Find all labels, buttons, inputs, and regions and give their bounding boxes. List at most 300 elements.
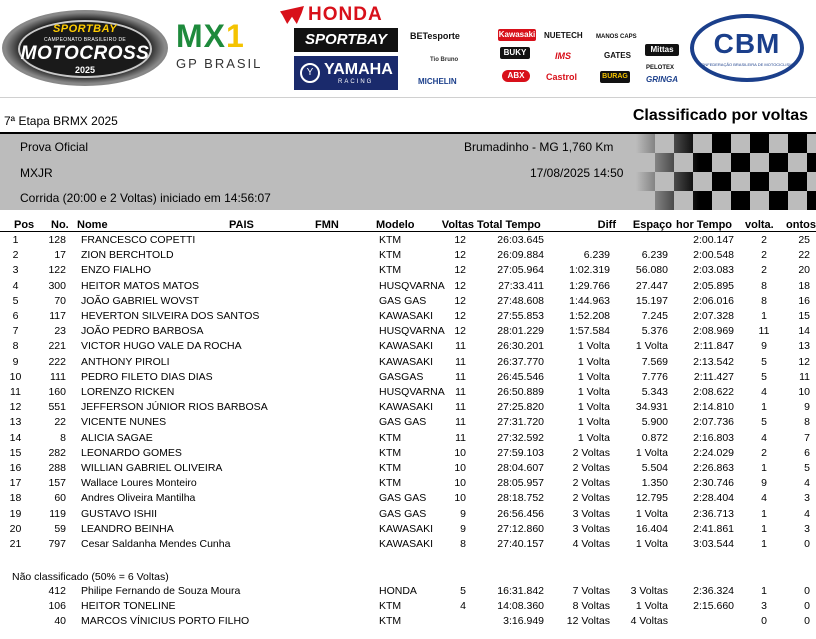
best-lap-cell: 1 xyxy=(761,310,767,322)
total-time-cell: 3:16.949 xyxy=(503,615,544,628)
best-time-cell: 3:03.544 xyxy=(693,538,734,550)
gap-cell: 7.245 xyxy=(641,310,668,322)
rider-name-cell: GUSTAVO ISHII xyxy=(81,507,158,520)
table-row xyxy=(0,279,816,294)
table-row xyxy=(0,324,816,339)
gap-cell: 15.197 xyxy=(635,294,668,307)
pos-cell: 6 xyxy=(12,310,19,322)
rider-name-cell: MARCOS VÍNICIUS PORTO FILHO xyxy=(81,615,250,628)
honda-logo-text: HONDA xyxy=(308,4,383,25)
laps-cell: 12 xyxy=(454,310,466,322)
table-row xyxy=(0,415,816,430)
gap-cell: 1 Volta xyxy=(635,340,668,353)
total-time-cell: 27:40.157 xyxy=(497,538,544,550)
table-row xyxy=(0,431,816,446)
best-lap-cell: 4 xyxy=(761,431,767,444)
cbm-logo xyxy=(690,14,804,82)
mx1-logo-sub: GP BRASIL xyxy=(176,56,263,71)
model-cell: HUSQVARNA xyxy=(379,325,445,338)
category-name: MXJR xyxy=(20,166,53,180)
model-cell: KTM xyxy=(379,446,402,459)
best-time-cell: 2:05.895 xyxy=(693,279,734,292)
best-lap-cell: 1 xyxy=(761,522,767,535)
best-time-cell: 2:14.810 xyxy=(693,401,734,414)
number-cell: 551 xyxy=(48,401,66,414)
number-cell: 797 xyxy=(48,538,66,550)
best-time-cell: 2:36.713 xyxy=(693,507,734,520)
total-time-cell: 26:50.889 xyxy=(497,386,544,398)
sponsor-logo: PELOTEX xyxy=(646,65,675,71)
col-gap: Espaço xyxy=(632,219,672,231)
model-cell: KAWASAKI xyxy=(379,522,434,535)
model-cell: GAS GAS xyxy=(379,294,427,307)
best-time-cell: 2:16.803 xyxy=(693,431,734,444)
model-cell: KTM xyxy=(379,431,402,444)
rider-name-cell: ALICIA SAGAE xyxy=(81,431,153,444)
laps-cell: 11 xyxy=(455,355,466,368)
model-cell: KAWASAKI xyxy=(379,538,434,550)
best-time-cell: 2:07.736 xyxy=(693,416,734,429)
points-cell: 3 xyxy=(804,492,810,505)
pos-cell: 13 xyxy=(9,416,22,429)
diff-cell: 12 Voltas xyxy=(566,615,610,628)
number-cell: 106 xyxy=(48,600,66,613)
col-fmn: FMN xyxy=(315,219,339,231)
table-row xyxy=(0,233,816,248)
diff-cell: 1 Volta xyxy=(577,355,610,368)
gap-cell: 1 Volta xyxy=(635,446,668,459)
points-cell: 5 xyxy=(804,462,810,474)
number-cell: 111 xyxy=(50,370,66,383)
points-cell: 9 xyxy=(804,401,810,414)
table-row xyxy=(0,355,816,370)
model-cell: GAS GAS xyxy=(379,507,427,520)
brmx-logo-sponsor: SPORTBAY xyxy=(52,23,118,35)
model-cell: KAWASAKI xyxy=(379,340,434,353)
diff-cell: 3 Voltas xyxy=(572,507,610,520)
best-lap-cell: 8 xyxy=(761,279,767,292)
points-cell: 7 xyxy=(804,431,810,444)
best-time-cell: 2:00.147 xyxy=(693,234,734,246)
diff-cell: 8 Voltas xyxy=(572,600,610,613)
number-cell: 60 xyxy=(54,492,66,505)
diff-cell: 1:52.208 xyxy=(569,310,610,322)
sponsor-logo: MANOS CAPS xyxy=(596,34,637,40)
table-row xyxy=(0,522,816,537)
diff-cell: 3 Voltas xyxy=(572,522,610,535)
rider-name-cell: JOÃO GABRIEL WOVST xyxy=(81,294,200,307)
diff-cell: 1:57.584 xyxy=(569,325,610,338)
best-time-cell: 2:26.863 xyxy=(693,462,734,474)
gap-cell: 6.239 xyxy=(641,249,668,262)
model-cell: KAWASAKI xyxy=(379,401,434,414)
total-time-cell: 27:31.720 xyxy=(497,416,544,429)
gap-cell: 7.569 xyxy=(641,355,668,368)
best-time-cell: 2:08.622 xyxy=(693,386,734,398)
best-time-cell: 2:36.324 xyxy=(693,585,734,597)
best-lap-cell: 2 xyxy=(761,234,767,246)
rider-name-cell: LEONARDO GOMES xyxy=(81,446,182,459)
sponsor-logo: Mittas xyxy=(645,44,679,56)
best-time-cell: 2:13.542 xyxy=(693,355,734,368)
yamaha-logo xyxy=(294,56,398,90)
rider-name-cell: WILLIAN GABRIEL OLIVEIRA xyxy=(81,462,223,474)
number-cell: 221 xyxy=(48,340,66,353)
number-cell: 122 xyxy=(48,264,66,277)
gap-cell: 4 Voltas xyxy=(630,615,668,628)
col-laps: Voltas xyxy=(441,219,474,231)
honda-logo xyxy=(280,4,414,26)
laps-cell: 11 xyxy=(455,431,466,444)
pos-cell: 10 xyxy=(9,370,22,383)
model-cell: KAWASAKI xyxy=(379,310,434,322)
total-time-cell: 26:45.546 xyxy=(497,370,544,383)
rider-name-cell: VICTOR HUGO VALE DA ROCHA xyxy=(81,340,242,353)
pos-cell: 5 xyxy=(12,294,19,307)
table-row xyxy=(0,461,816,476)
best-lap-cell: 2 xyxy=(761,446,767,459)
rider-name-cell: PEDRO FILETO DIAS DIAS xyxy=(81,370,213,383)
pos-cell: 2 xyxy=(12,249,19,262)
total-time-cell: 27:55.853 xyxy=(497,310,544,322)
gap-cell: 27.447 xyxy=(635,279,668,292)
model-cell: HUSQVARNA xyxy=(379,279,445,292)
yamaha-tuning-fork-icon: Y xyxy=(300,63,320,83)
rider-name-cell: ENZO FIALHO xyxy=(81,264,152,277)
gap-cell: 5.376 xyxy=(641,325,668,338)
table-row xyxy=(0,385,816,400)
sponsor-logo: Kawasaki xyxy=(498,30,536,39)
rider-name-cell: JEFFERSON JÚNIOR RIOS BARBOSA xyxy=(81,401,268,414)
gap-cell: 34.931 xyxy=(635,401,668,414)
total-time-cell: 14:08.360 xyxy=(497,600,544,613)
laps-cell: 4 xyxy=(460,600,466,613)
col-diff: Diff xyxy=(597,219,616,231)
rider-name-cell: ZION BERCHTOLD xyxy=(81,249,174,262)
number-cell: 128 xyxy=(48,234,66,246)
diff-cell: 1 Volta xyxy=(577,340,610,353)
points-cell: 0 xyxy=(804,615,810,628)
model-cell: KAWASAKI xyxy=(379,355,434,368)
diff-cell: 2 Voltas xyxy=(572,477,610,490)
table-row xyxy=(0,537,816,552)
diff-cell: 4 Voltas xyxy=(572,538,610,550)
best-lap-cell: 8 xyxy=(761,294,767,307)
sponsor-logo: IMS xyxy=(555,51,572,61)
laps-cell: 12 xyxy=(454,264,466,277)
col-best-lap: volta. xyxy=(745,219,774,231)
table-row xyxy=(0,599,816,614)
model-cell: KTM xyxy=(379,249,402,262)
gap-cell: 5.900 xyxy=(641,416,668,429)
total-time-cell: 16:31.842 xyxy=(497,585,544,597)
total-time-cell: 26:37.770 xyxy=(497,355,544,368)
diff-cell: 2 Voltas xyxy=(572,446,610,459)
model-cell: KTM xyxy=(379,600,402,613)
laps-cell: 9 xyxy=(460,507,466,520)
sponsor-logo: GATES xyxy=(604,51,631,60)
number-cell: 300 xyxy=(48,279,66,292)
rider-name-cell: HEVERTON SILVEIRA DOS SANTOS xyxy=(81,310,260,322)
best-time-cell: 2:11.847 xyxy=(693,340,734,353)
table-row xyxy=(0,339,816,354)
gap-cell: 1 Volta xyxy=(635,538,668,550)
table-row xyxy=(0,476,816,491)
sponsor-logo: BURAG xyxy=(600,71,630,83)
table-row xyxy=(0,446,816,461)
best-lap-cell: 4 xyxy=(761,492,767,505)
table-row xyxy=(0,370,816,385)
col-points: ontos xyxy=(786,219,816,231)
model-cell: HUSQVARNA xyxy=(379,386,445,398)
table-row xyxy=(0,584,816,599)
number-cell: 412 xyxy=(48,585,66,597)
model-cell: KTM xyxy=(379,264,402,277)
gap-cell: 0.872 xyxy=(641,431,668,444)
number-cell: 157 xyxy=(48,477,66,490)
best-lap-cell: 1 xyxy=(761,585,767,597)
pos-cell: 21 xyxy=(9,538,22,550)
brmx-logo-main: MOTOCROSS xyxy=(20,43,150,64)
points-cell: 18 xyxy=(798,279,810,292)
laps-cell: 11 xyxy=(455,386,466,398)
best-lap-cell: 2 xyxy=(761,264,767,277)
total-time-cell: 27:05.964 xyxy=(497,264,544,277)
points-cell: 25 xyxy=(798,234,810,246)
pos-cell: 4 xyxy=(12,279,19,292)
best-time-cell: 2:00.548 xyxy=(693,249,734,262)
laps-cell: 10 xyxy=(454,462,466,474)
gap-cell: 16.404 xyxy=(635,522,668,535)
number-cell: 70 xyxy=(54,294,66,307)
points-cell: 4 xyxy=(804,477,810,490)
col-pos: Pos xyxy=(14,219,35,231)
gap-cell: 1.350 xyxy=(641,477,668,490)
laps-cell: 11 xyxy=(455,401,466,414)
laps-cell: 11 xyxy=(455,340,466,353)
rider-name-cell: Cesar Saldanha Mendes Cunha xyxy=(81,538,231,550)
number-cell: 59 xyxy=(54,522,66,535)
rider-name-cell: Andres Oliveira Mantilha xyxy=(81,492,196,505)
best-lap-cell: 1 xyxy=(761,538,767,550)
col-total-time: Total Tempo xyxy=(477,219,541,231)
number-cell: 117 xyxy=(49,310,66,322)
gap-cell: 7.776 xyxy=(641,370,668,383)
brmx-logo-sub: CAMPEONATO BRASILEIRO DE xyxy=(43,37,127,43)
pos-cell: 14 xyxy=(9,431,22,444)
best-lap-cell: 1 xyxy=(761,462,767,474)
mx1-logo-a: MX xyxy=(176,18,226,54)
pos-cell: 9 xyxy=(12,355,19,368)
cbm-logo-text: CBM xyxy=(713,28,781,59)
pos-cell: 19 xyxy=(9,507,22,520)
points-cell: 14 xyxy=(798,325,810,338)
total-time-cell: 26:09.884 xyxy=(497,249,544,262)
session-name: Prova Oficial xyxy=(20,140,89,154)
points-cell: 10 xyxy=(798,386,810,398)
total-time-cell: 27:32.592 xyxy=(497,431,544,444)
col-pais: PAIS xyxy=(229,219,254,231)
pos-cell: 8 xyxy=(12,340,19,353)
race-datetime: 17/08/2025 14:50 xyxy=(530,166,624,180)
points-cell: 20 xyxy=(798,264,810,277)
rider-name-cell: FRANCESCO COPETTI xyxy=(81,234,196,246)
model-cell: GAS GAS xyxy=(379,416,427,429)
laps-cell: 9 xyxy=(460,522,466,535)
laps-cell: 8 xyxy=(460,538,466,550)
points-cell: 13 xyxy=(798,340,810,353)
laps-cell: 12 xyxy=(454,294,466,307)
model-cell: GASGAS xyxy=(379,370,424,383)
best-lap-cell: 5 xyxy=(761,355,767,368)
diff-cell: 1 Volta xyxy=(577,386,610,398)
pos-cell: 15 xyxy=(9,446,22,459)
pos-cell: 20 xyxy=(9,522,22,535)
sponsor-banner xyxy=(0,0,816,96)
total-time-cell: 27:59.103 xyxy=(497,446,544,459)
diff-cell: 1 Volta xyxy=(577,370,610,383)
sponsor-logo: Castrol xyxy=(546,72,578,82)
gap-cell: 1 Volta xyxy=(635,507,668,520)
model-cell: GAS GAS xyxy=(379,492,427,505)
best-time-cell: 2:28.404 xyxy=(693,492,734,505)
best-lap-cell: 1 xyxy=(761,401,767,414)
mx1-logo-b: 1 xyxy=(226,18,245,54)
laps-cell: 12 xyxy=(454,234,466,246)
laps-cell: 10 xyxy=(454,446,466,459)
diff-cell: 1:44.963 xyxy=(569,294,610,307)
points-cell: 0 xyxy=(804,585,810,597)
gap-cell: 3 Voltas xyxy=(630,585,668,597)
pos-cell: 11 xyxy=(10,386,21,398)
laps-cell: 12 xyxy=(454,249,466,262)
number-cell: 160 xyxy=(48,386,66,398)
best-lap-cell: 3 xyxy=(761,600,767,613)
points-cell: 11 xyxy=(799,370,810,383)
pos-cell: 1 xyxy=(12,234,19,246)
laps-cell: 11 xyxy=(455,416,466,429)
gap-cell: 1 Volta xyxy=(635,600,668,613)
col-best-time: hor Tempo xyxy=(676,219,733,231)
rider-name-cell: Wallace Loures Monteiro xyxy=(81,477,197,490)
points-cell: 12 xyxy=(798,355,810,368)
table-row xyxy=(0,400,816,415)
laps-cell: 5 xyxy=(460,585,466,597)
laps-cell: 11 xyxy=(455,370,466,383)
table-row xyxy=(0,248,816,263)
best-time-cell: 2:41.861 xyxy=(693,522,734,535)
honda-wing-icon xyxy=(280,6,304,24)
number-cell: 282 xyxy=(48,446,66,459)
number-cell: 222 xyxy=(48,355,66,368)
race-description: Corrida (20:00 e 2 Voltas) iniciado em 14:56:07 xyxy=(20,191,271,205)
best-time-cell: 2:06.016 xyxy=(693,294,734,307)
col-name: Nome xyxy=(77,219,108,231)
laps-cell: 10 xyxy=(454,492,466,505)
diff-cell: 1:29.766 xyxy=(569,279,610,292)
model-cell: KTM xyxy=(379,477,402,490)
total-time-cell: 28:18.752 xyxy=(497,492,544,505)
model-cell: KTM xyxy=(379,234,402,246)
gap-cell: 5.343 xyxy=(641,386,668,398)
total-time-cell: 26:56.456 xyxy=(497,507,544,520)
yamaha-logo-sub: RACING xyxy=(338,79,374,85)
rider-name-cell: JOÃO PEDRO BARBOSA xyxy=(81,325,204,338)
laps-cell: 12 xyxy=(454,279,466,292)
diff-cell: 1 Volta xyxy=(577,416,610,429)
model-cell: KTM xyxy=(379,462,402,474)
pos-cell: 12 xyxy=(9,401,22,414)
number-cell: 288 xyxy=(48,462,66,474)
rider-name-cell: HEITOR TONELINE xyxy=(81,600,176,613)
points-cell: 22 xyxy=(798,249,810,262)
total-time-cell: 27:48.608 xyxy=(497,294,544,307)
pos-cell: 18 xyxy=(9,492,22,505)
best-time-cell: 2:03.083 xyxy=(693,264,734,277)
sponsor-logo: GRINGA xyxy=(646,75,678,84)
model-cell: KTM xyxy=(379,615,402,628)
classification-title: Classificado por voltas xyxy=(632,107,808,124)
table-row xyxy=(0,507,816,522)
rider-name-cell: LEANDRO BEINHA xyxy=(81,522,174,535)
sponsor-logo: BUKY xyxy=(500,47,530,59)
not-classified-label: Não classificado (50% = 6 Voltas) xyxy=(12,571,169,583)
best-lap-cell: 9 xyxy=(761,340,767,353)
total-time-cell: 28:05.957 xyxy=(497,477,544,490)
best-lap-cell: 4 xyxy=(761,386,767,398)
number-cell: 22 xyxy=(54,416,66,429)
model-cell: HONDA xyxy=(379,585,417,597)
total-time-cell: 26:03.645 xyxy=(497,234,544,246)
diff-cell: 2 Voltas xyxy=(572,462,610,474)
number-cell: 119 xyxy=(49,507,66,520)
banner-separator xyxy=(0,97,816,98)
points-cell: 0 xyxy=(804,600,810,613)
best-time-cell: 2:30.746 xyxy=(693,477,734,490)
best-time-cell: 2:07.328 xyxy=(693,310,734,322)
points-cell: 16 xyxy=(798,294,810,307)
sponsor-logo: ABX xyxy=(502,70,530,82)
col-no: No. xyxy=(51,219,69,231)
diff-cell: 2 Voltas xyxy=(572,492,610,505)
best-time-cell: 2:24.029 xyxy=(693,446,734,459)
gap-cell: 12.795 xyxy=(635,492,668,505)
pos-cell: 16 xyxy=(9,462,22,474)
diff-cell: 6.239 xyxy=(583,249,610,262)
pos-cell: 17 xyxy=(9,477,22,490)
cbm-logo-sub: CONFEDERAÇÃO BRASILEIRA DE MOTOCICLISMO xyxy=(698,62,796,67)
points-cell: 15 xyxy=(798,310,810,322)
points-cell: 0 xyxy=(804,538,810,550)
total-time-cell: 27:12.860 xyxy=(497,522,544,535)
table-row xyxy=(0,263,816,278)
results-table-header xyxy=(0,216,816,232)
total-time-cell: 27:25.820 xyxy=(497,401,544,414)
table-row xyxy=(0,294,816,309)
diff-cell: 1 Volta xyxy=(577,431,610,444)
mx1-gp-logo xyxy=(176,20,284,70)
sponsor-logo: NUETECH xyxy=(544,31,583,40)
rider-name-cell: VICENTE NUNES xyxy=(81,416,167,429)
total-time-cell: 26:30.201 xyxy=(497,340,544,353)
total-time-cell: 28:04.607 xyxy=(497,462,544,474)
table-row xyxy=(0,614,816,629)
number-cell: 8 xyxy=(60,431,66,444)
best-lap-cell: 2 xyxy=(761,249,767,262)
best-time-cell: 2:11.427 xyxy=(693,370,734,383)
number-cell: 23 xyxy=(54,325,66,338)
rider-name-cell: LORENZO RICKEN xyxy=(81,386,175,398)
